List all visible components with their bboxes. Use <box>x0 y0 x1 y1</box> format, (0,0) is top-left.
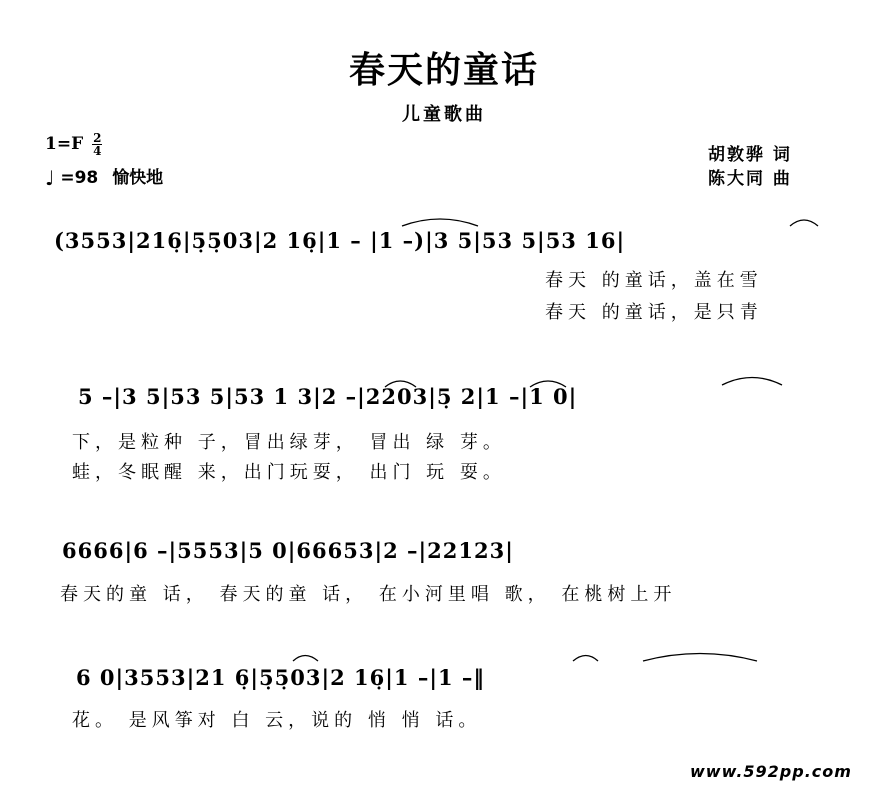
lyrics-line-3: 春天的童 话， 春天的童 话， 在小河里唱 歌， 在桃树上开 <box>60 584 677 605</box>
lyrics-line-2b: 蛙，冬眠醒 来，出门玩耍， 出门 玩 耍。 <box>72 462 506 483</box>
tempo-mark: 愉快地 <box>112 168 164 188</box>
song-subtitle: 儿童歌曲 <box>402 104 486 125</box>
lyrics-line-4: 花。 是风筝对 白 云，说的 悄 悄 话。 <box>72 710 482 731</box>
site-watermark: www.592pp.com <box>690 762 852 781</box>
lyricist-credit: 胡敦骅 词 <box>708 145 792 165</box>
notation-line-4: 6 0|3553|21 6̣|5̣5̣03|2 16̣|1 –|1 –‖ <box>76 665 485 690</box>
song-title: 春天的童话 <box>348 50 539 91</box>
notation-line-1: (3553|216̣|5̣5̣03|2 16̣|1 – |1 –)|3 5|53 5|53 16| <box>54 228 626 253</box>
notation-line-3: 6666|6 –|5553|5 0|66653|2 –|22123| <box>62 538 514 563</box>
composer-credit: 陈大同 曲 <box>708 169 792 189</box>
time-numerator: 2 <box>93 131 102 145</box>
time-denominator: 4 <box>93 144 102 158</box>
notation-line-2: 5 –|3 5|53 5|53 1 3|2 –|2203|5̣ 2|1 –|1 0| <box>78 384 578 409</box>
quarter-note-icon: ♩ <box>45 166 55 190</box>
key-label: 1=F <box>45 134 84 154</box>
lyrics-line-1a: 春天 的童话，盖在雪 <box>545 270 763 291</box>
tempo-value: =98 <box>60 168 99 188</box>
lyrics-line-1b: 春天 的童话，是只青 <box>545 302 763 323</box>
lyrics-line-2a: 下，是粒种 子，冒出绿芽， 冒出 绿 芽。 <box>72 432 506 453</box>
